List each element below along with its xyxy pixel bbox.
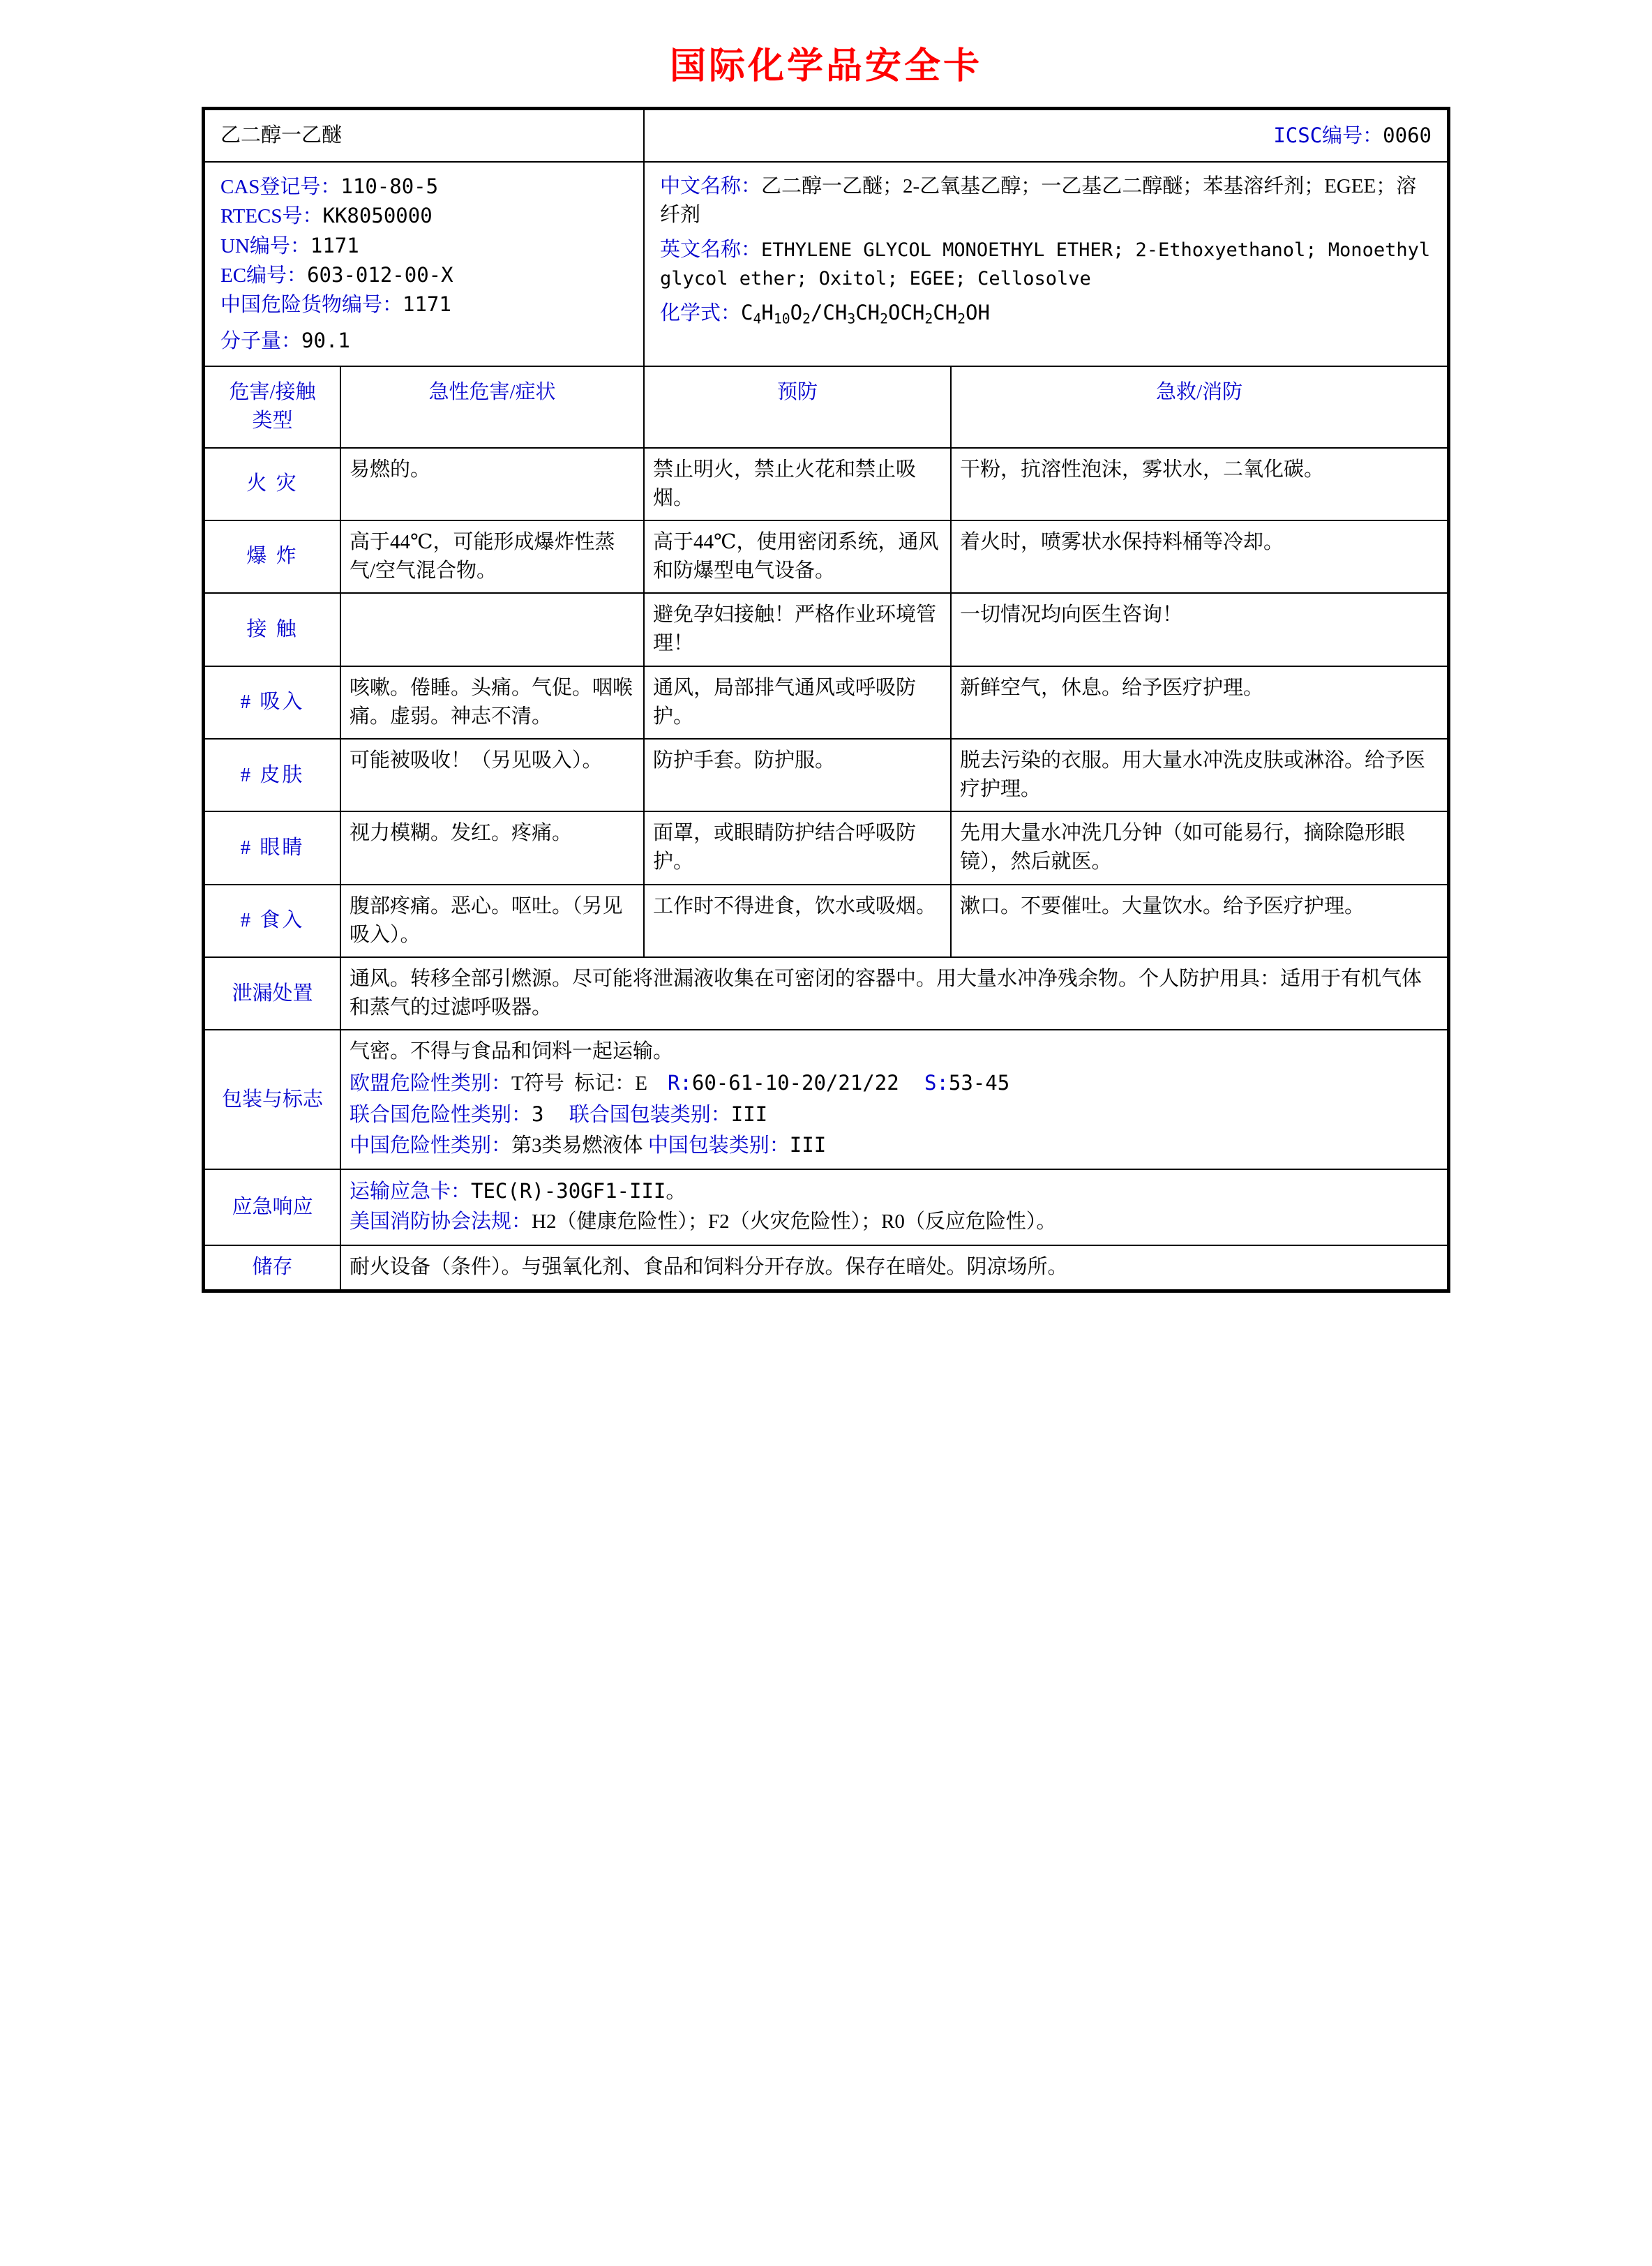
english-name-line (660, 236, 1432, 293)
cas-value: 110-80-5 (340, 174, 439, 199)
section-packaging (204, 1030, 1448, 1169)
col-header-hazard-type (204, 366, 340, 447)
molecular-weight-label: 分子量： (220, 330, 302, 353)
row-label-ingestion: # 食入 (204, 885, 340, 957)
row-prevention-inhalation: 通风，局部排气通风或呼吸防护。 (644, 666, 951, 739)
substance-name: 乙二醇一乙醚 (204, 110, 644, 162)
un-class-value: 3 (532, 1102, 544, 1126)
row-symptoms-explosion: 高于44℃，可能形成爆炸性蒸气/空气混合物。 (340, 520, 644, 593)
formula-value: $C_4H_{10}O_2/CH_3CH_2OCH_2CH_2OH$ (741, 300, 990, 327)
identity-right (644, 162, 1448, 366)
section-spill (204, 957, 1448, 1030)
packaging-line-1: 气密。不得与食品和饲料一起运输。 (350, 1040, 674, 1063)
icsc-card (202, 107, 1450, 1293)
english-name-value: ETHYLENE GLYCOL MONOETHYL ETHER; 2-Ethoxyethanol; Monoethyl glycol ether; Oxitol; EGEE; Cellosolve (660, 239, 1431, 290)
ec-label: EC编号： (220, 264, 308, 287)
row-symptoms-eyes: 视力模糊。发红。疼痛。 (340, 811, 644, 884)
un-value: 1171 (310, 233, 359, 257)
section-label-storage: 储存 (204, 1245, 340, 1289)
table-row (204, 739, 1448, 811)
table-row (204, 448, 1448, 520)
row-label-exposure: 接 触 (204, 593, 340, 666)
row-symptoms-fire: 易燃的。 (340, 448, 644, 520)
row-firstaid-inhalation: 新鲜空气，休息。给予医疗护理。 (951, 666, 1448, 739)
emergency-nfpa-line (350, 1208, 1439, 1236)
row-prevention-explosion: 高于44℃，使用密闭系统，通风和防爆型电气设备。 (644, 520, 951, 593)
nfpa-label: 美国消防协会法规： (350, 1210, 532, 1233)
english-name-label: 英文名称： (660, 238, 762, 261)
page-title: 国际化学品安全卡 (669, 45, 982, 87)
molecular-weight-value: 90.1 (301, 329, 350, 353)
rtecs-line (220, 202, 628, 231)
icsc-value: 0060 (1383, 123, 1432, 147)
emergency-tec-line (350, 1177, 1439, 1206)
row-symptoms-inhalation: 咳嗽。倦睡。头痛。气促。咽喉痛。虚弱。神志不清。 (340, 666, 644, 739)
chinese-name-value: 乙二醇一乙醚；2-乙氧基乙醇；一乙基乙二醇醚；苯基溶纤剂；EGEE；溶纤剂 (660, 175, 1417, 227)
section-label-spill: 泄漏处置 (204, 957, 340, 1030)
section-body-emergency (340, 1169, 1448, 1245)
chinese-name-label: 中文名称： (660, 175, 762, 198)
row-symptoms-ingestion: 腹部疼痛。恶心。呕吐。（另见吸入）。 (340, 885, 644, 957)
row-symptoms-skin: 可能被吸收！（另见吸入）。 (340, 739, 644, 811)
un-pack-value: III (730, 1102, 768, 1126)
table-row (204, 593, 1448, 666)
row-prevention-exposure: 避免孕妇接触！严格作业环境管理！ (644, 593, 951, 666)
row-label-inhalation: # 吸入 (204, 666, 340, 739)
section-label-emergency: 应急响应 (204, 1169, 340, 1245)
icsc-table (204, 109, 1448, 1291)
un-label: UN编号： (220, 234, 310, 257)
eu-s-value: 53-45 (948, 1071, 1010, 1095)
tec-label: 运输应急卡： (350, 1180, 472, 1203)
col-header-symptoms: 急性危害/症状 (340, 366, 644, 447)
row-firstaid-explosion: 着火时，喷雾状水保持料桶等冷却。 (951, 520, 1448, 593)
cn-dangerous-goods-label: 中国危险货物编号： (220, 293, 403, 316)
identity-row (204, 162, 1448, 366)
document-page (0, 36, 1652, 2266)
table-row (204, 520, 1448, 593)
row-label-fire: 火 灾 (204, 448, 340, 520)
chinese-name-line (660, 172, 1432, 230)
rtecs-value: KK8050000 (322, 204, 433, 228)
row-firstaid-eyes: 先用大量水冲洗几分钟（如可能易行，摘除隐形眼镜），然后就医。 (951, 811, 1448, 884)
cas-line (220, 172, 628, 202)
section-body-storage: 耐火设备（条件）。与强氧化剂、食品和饲料分开存放。保存在暗处。阴凉场所。 (340, 1245, 1448, 1289)
packaging-un-line (350, 1100, 1439, 1130)
eu-r-value: 60-61-10-20/21/22 (691, 1071, 899, 1095)
cas-label: CAS登记号： (220, 176, 341, 199)
ec-line (220, 261, 628, 290)
row-firstaid-ingestion: 漱口。不要催吐。大量饮水。给予医疗护理。 (951, 885, 1448, 957)
eu-s-label: S: (924, 1071, 949, 1095)
col-header-prevention: 预防 (644, 366, 951, 447)
cn-class-label: 中国危险性类别： (350, 1134, 512, 1157)
row-firstaid-skin: 脱去污染的衣服。用大量水冲洗皮肤或淋浴。给予医疗护理。 (951, 739, 1448, 811)
cn-dangerous-goods-value: 1171 (403, 292, 451, 316)
un-class-label: 联合国危险性类别： (350, 1103, 532, 1126)
identity-left (204, 162, 644, 366)
formula-label: 化学式： (660, 301, 742, 324)
column-header-row (204, 366, 1448, 447)
cn-dangerous-goods-line (220, 290, 628, 320)
ec-value: 603-012-00-X (307, 262, 453, 287)
row-label-eyes: # 眼睛 (204, 811, 340, 884)
icsc-label: ICSC编号： (1273, 123, 1383, 147)
row-prevention-ingestion: 工作时不得进食，饮水或吸烟。 (644, 885, 951, 957)
table-row (204, 811, 1448, 884)
col-header-hazard-type-line1: 危害/接触 (229, 381, 316, 404)
packaging-eu-line (350, 1069, 1439, 1098)
section-label-packaging: 包装与标志 (204, 1030, 340, 1169)
row-firstaid-exposure: 一切情况均向医生咨询！ (951, 593, 1448, 666)
nfpa-value: H2（健康危险性）；F2（火灾危险性）；R0（反应危险性）。 (532, 1210, 1057, 1233)
row-symptoms-exposure (340, 593, 644, 666)
section-storage (204, 1245, 1448, 1289)
un-line (220, 232, 628, 261)
cn-class-value: 第3类易燃液体 (511, 1134, 643, 1157)
eu-class-mark: 标记：E (574, 1072, 647, 1095)
col-header-firstaid: 急救/消防 (951, 366, 1448, 447)
col-header-hazard-type-line2: 类型 (252, 410, 293, 433)
row-prevention-eyes: 面罩，或眼睛防护结合呼吸防护。 (644, 811, 951, 884)
un-pack-label: 联合国包装类别： (569, 1103, 731, 1126)
eu-class-label: 欧盟危险性类别： (350, 1072, 512, 1095)
table-row (204, 885, 1448, 957)
section-body-packaging (340, 1030, 1448, 1169)
section-body-spill: 通风。转移全部引燃源。尽可能将泄漏液收集在可密闭的容器中。用大量水冲净残余物。个人防护用具：适用于有机气体和蒸气的过滤呼吸器。 (340, 957, 1448, 1030)
tec-value: TEC(R)-30GF1-III。 (471, 1178, 686, 1203)
molecular-weight-line (220, 327, 628, 356)
row-prevention-fire: 禁止明火，禁止火花和禁止吸烟。 (644, 448, 951, 520)
eu-r-label: R: (667, 1071, 692, 1095)
formula-line (660, 299, 1432, 329)
section-emergency (204, 1169, 1448, 1245)
row-prevention-skin: 防护手套。防护服。 (644, 739, 951, 811)
cn-pack-value: III (789, 1132, 827, 1157)
rtecs-label: RTECS号： (220, 205, 323, 228)
row-firstaid-fire: 干粉，抗溶性泡沫，雾状水，二氧化碳。 (951, 448, 1448, 520)
cn-pack-label: 中国包装类别： (647, 1134, 790, 1157)
icsc-number-cell (644, 110, 1448, 162)
card-header-row (204, 110, 1448, 162)
row-label-explosion: 爆 炸 (204, 520, 340, 593)
eu-class-symbol: T符号 (511, 1072, 564, 1095)
table-row (204, 666, 1448, 739)
row-label-skin: # 皮肤 (204, 739, 340, 811)
packaging-cn-line (350, 1131, 1439, 1160)
